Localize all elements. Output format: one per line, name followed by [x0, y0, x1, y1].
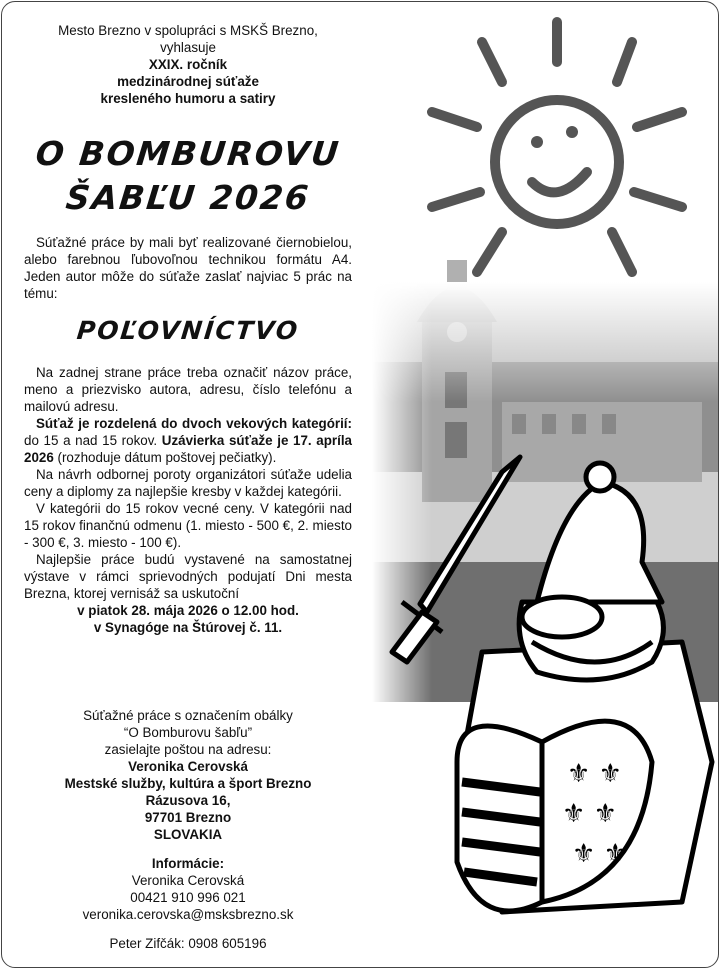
rules-bold: Súťaž je rozdelená do dvoch vekových kategórií:	[36, 416, 352, 431]
deadline: Uzávierka súťaže je 17. apríla 2026	[24, 433, 353, 465]
title	[24, 132, 352, 220]
theme	[24, 314, 352, 348]
info-email[interactable]: veronika.cerovska@msksbrezno.sk	[82, 907, 294, 922]
intro-text: Súťažné práce by mali byť realizované čiernobielou, alebo farebnou ľubovoľnou technikou formátu A4. Jeden autor môže do súťaže zaslať najviac 5 prác na tému:	[24, 235, 352, 301]
submission-line: zasielajte poštou na adresu:	[104, 742, 272, 757]
sun-drawing	[432, 22, 682, 272]
submission-line: “O Bomburovu šabľu”	[123, 725, 253, 740]
exhibition-date: v piatok 28. mája 2026 o 12.00 hod.	[77, 603, 299, 618]
svg-text:⚜ ⚜: ⚜ ⚜	[562, 799, 617, 829]
info-name: Veronika Cerovská	[131, 873, 245, 888]
edition: XXIX. ročník	[148, 57, 228, 72]
header-line: Mesto Brezno v spolupráci s MSKŠ Brezno,	[58, 23, 318, 38]
rules-paragraph: Na zadnej strane práce treba označiť názov práce, meno a priezvisko autora, adresu, číslo telefónu a mailovú adresu.	[24, 365, 352, 414]
svg-text:⚜ ⚜: ⚜ ⚜	[572, 839, 627, 869]
info-label: Informácie:	[151, 856, 225, 871]
rules-paragraph: V kategórii do 15 rokov vecné ceny. V kategórii nad 15 rokov finančnú odmenu (1. miesto - 500 €, 2. miesto - 300 €, 3. miesto - 100 €).	[24, 501, 352, 550]
illustration	[362, 2, 719, 968]
rules-paragraph: Najlepšie práce budú vystavené na samostatnej výstave v rámci sprievodných podujatí Dni mesta Brezna, ktorej vernisáž sa uskutoční	[24, 552, 352, 601]
address-city: 97701 Brezno	[144, 810, 232, 825]
exhibition-place: v Synagóge na Štúrovej č. 11.	[93, 620, 283, 635]
title-line-2: ŠABĽU 2026	[64, 178, 313, 217]
theme-title: POĽOVNÍCTVO	[75, 316, 301, 345]
rules-paragraph: Na návrh odbornej poroty organizátori súťaže udelia ceny a diplomy za najlepšie kresby v každej kategórii.	[24, 467, 352, 499]
header	[24, 22, 352, 107]
submission-line: Súťažné práce s označením obálky	[83, 708, 293, 723]
address-org: Mestské služby, kultúra a šport Brezno	[64, 776, 312, 791]
rules-text: (rozhoduje dátum poštovej pečiatky).	[53, 450, 277, 465]
rules-text: do 15 a nad 15 rokov.	[24, 433, 162, 448]
info-phone: 00421 910 996 021	[130, 890, 246, 905]
header-line: vyhlasuje	[160, 40, 216, 55]
address-country: SLOVAKIA	[153, 827, 223, 842]
poster-frame	[1, 1, 719, 968]
header-line: kresleného humoru a satiry	[100, 91, 276, 106]
svg-text:⚜ ⚜: ⚜ ⚜	[567, 759, 622, 789]
address-name: Veronika Cerovská	[128, 759, 248, 774]
rules	[24, 364, 352, 636]
contact-info	[24, 855, 352, 952]
rules-paragraph	[24, 415, 352, 466]
info-extra: Peter Zifčák: 0908 605196	[109, 936, 267, 951]
address-street: Rázusova 16,	[145, 793, 231, 808]
title-line-1: O BOMBUROVU	[33, 134, 343, 173]
intro	[24, 234, 352, 302]
header-line: medzinárodnej súťaže	[117, 74, 259, 89]
submission	[24, 707, 352, 843]
